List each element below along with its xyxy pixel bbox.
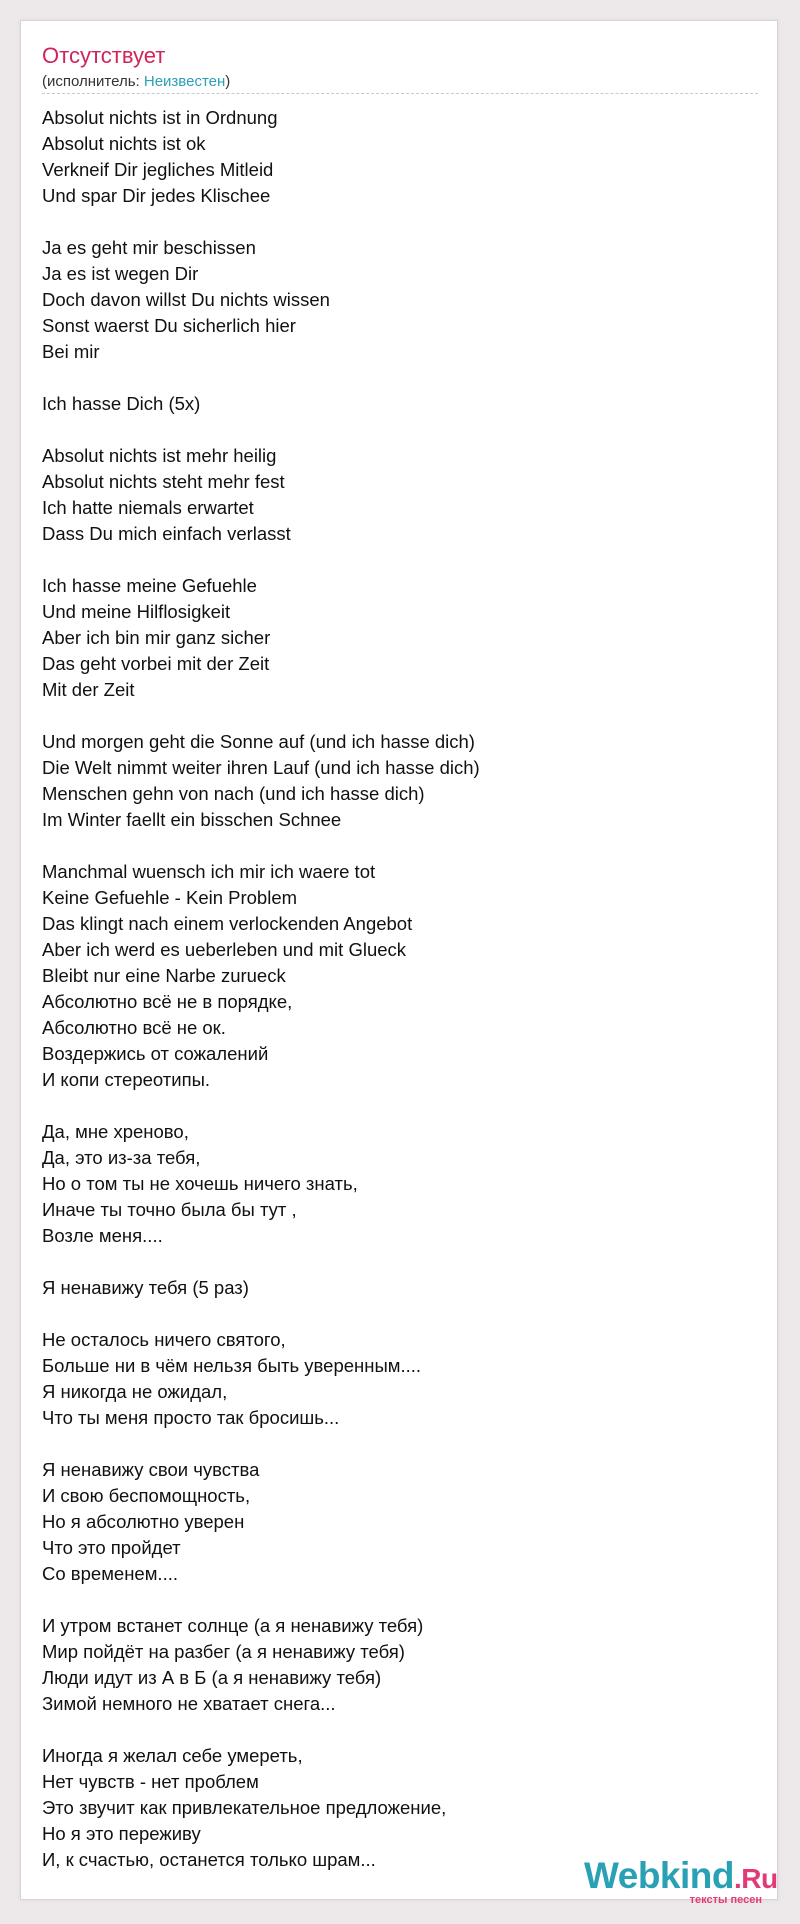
- lyric-line: Но я абсолютно уверен: [42, 1511, 245, 1532]
- lyric-line: Das geht vorbei mit der Zeit: [42, 653, 270, 674]
- lyric-line: Aber ich bin mir ganz sicher: [42, 627, 271, 648]
- lyric-line: Это звучит как привлекательное предложение,: [42, 1797, 447, 1818]
- lyric-line: Absolut nichts ist mehr heilig: [42, 445, 277, 466]
- lyric-line: Что это пройдет: [42, 1537, 181, 1558]
- artist-suffix: ): [225, 73, 231, 90]
- stanza-break: [42, 209, 758, 235]
- stanza-break: [42, 1301, 758, 1327]
- lyric-line: Иногда я желал себе умереть,: [42, 1745, 303, 1766]
- lyric-line: Больше ни в чём нельзя быть уверенным....: [42, 1355, 422, 1376]
- lyric-line: Да, это из-за тебя,: [42, 1147, 201, 1168]
- title-divider: [42, 93, 758, 94]
- logo-tld: .Ru: [734, 1863, 778, 1894]
- lyric-line: Воздержись от сожалений: [42, 1043, 269, 1064]
- lyric-line: Und meine Hilflosigkeit: [42, 601, 231, 622]
- lyric-line: И, к счастью, останется только шрам...: [42, 1849, 376, 1870]
- lyric-line: Mit der Zeit: [42, 679, 135, 700]
- lyric-line: Und spar Dir jedes Klischee: [42, 185, 271, 206]
- lyric-line: И утром встанет солнце (а я ненавижу тебя): [42, 1615, 424, 1636]
- stanza-break: [42, 1431, 758, 1457]
- lyric-line: Ja es geht mir beschissen: [42, 237, 256, 258]
- lyric-line: Menschen gehn von nach (und ich hasse dich): [42, 783, 425, 804]
- lyric-line: Bleibt nur eine Narbe zurueck: [42, 965, 286, 986]
- lyric-line: Не осталось ничего святого,: [42, 1329, 286, 1350]
- lyric-line: Мир пойдёт на разбег (а я ненавижу тебя): [42, 1641, 405, 1662]
- lyric-line: Ich hatte niemals erwartet: [42, 497, 254, 518]
- stanza-break: [42, 417, 758, 443]
- lyric-line: Со временем....: [42, 1563, 178, 1584]
- artist-link[interactable]: Неизвестен: [143, 73, 226, 90]
- lyric-line: И свою беспомощность,: [42, 1485, 251, 1506]
- lyric-line: Keine Gefuehle - Kein Problem: [42, 887, 298, 908]
- stanza-break: [42, 1249, 758, 1275]
- lyric-line: Das klingt nach einem verlockenden Angebot: [42, 913, 413, 934]
- lyric-line: Но о том ты не хочешь ничего знать,: [42, 1173, 358, 1194]
- lyric-line: Иначе ты точно была бы тут ,: [42, 1199, 297, 1220]
- stanza-break: [42, 1093, 758, 1119]
- lyric-line: Что ты меня просто так бросишь...: [42, 1407, 340, 1428]
- lyric-line: Absolut nichts steht mehr fest: [42, 471, 285, 492]
- lyrics-text: [42, 105, 758, 1873]
- lyric-line: Ja es ist wegen Dir: [42, 263, 199, 284]
- lyric-line: Bei mir: [42, 341, 100, 362]
- lyric-line: Sonst waerst Du sicherlich hier: [42, 315, 296, 336]
- webkind-logo: [584, 1855, 778, 1906]
- logo-brand: Webkind: [584, 1855, 734, 1896]
- artist-prefix: (исполнитель:: [42, 73, 144, 90]
- lyric-line: Doch davon willst Du nichts wissen: [42, 289, 330, 310]
- lyric-line: Verkneif Dir jegliches Mitleid: [42, 159, 274, 180]
- lyric-line: Und morgen geht die Sonne auf (und ich hasse dich): [42, 731, 475, 752]
- stanza-break: [42, 833, 758, 859]
- lyric-line: Ich hasse Dich (5x): [42, 393, 201, 414]
- lyric-line: И копи стереотипы.: [42, 1069, 211, 1090]
- lyric-line: Абсолютно всё не ок.: [42, 1017, 226, 1038]
- lyric-line: Die Welt nimmt weiter ihren Lauf (und ich hasse dich): [42, 757, 480, 778]
- lyrics-card: [20, 20, 778, 1906]
- lyric-line: Im Winter faellt ein bisschen Schnee: [42, 809, 342, 830]
- stanza-break: [42, 1717, 758, 1743]
- lyric-line: Да, мне хреново,: [42, 1121, 189, 1142]
- lyric-line: Зимой немного не хватает снега...: [42, 1693, 336, 1714]
- lyric-line: Ich hasse meine Gefuehle: [42, 575, 257, 596]
- lyric-line: Absolut nichts ist in Ordnung: [42, 107, 278, 128]
- artist-line: [42, 73, 230, 90]
- lyric-line: Я никогда не ожидал,: [42, 1381, 228, 1402]
- lyric-line: Но я это переживу: [42, 1823, 201, 1844]
- logo-tagline: тексты песен: [689, 1894, 762, 1906]
- lyric-line: Я ненавижу тебя (5 раз): [42, 1277, 249, 1298]
- stanza-break: [42, 365, 758, 391]
- stanza-break: [42, 547, 758, 573]
- logo-wordmark: [584, 1855, 778, 1897]
- lyric-line: Aber ich werd es ueberleben und mit Glueck: [42, 939, 407, 960]
- lyric-line: Manchmal wuensch ich mir ich waere tot: [42, 861, 376, 882]
- lyric-line: Люди идут из А в Б (а я ненавижу тебя): [42, 1667, 382, 1688]
- lyric-line: Я ненавижу свои чувства: [42, 1459, 260, 1480]
- lyric-line: Absolut nichts ist ok: [42, 133, 206, 154]
- stanza-break: [42, 703, 758, 729]
- lyric-line: Возле меня....: [42, 1225, 163, 1246]
- stanza-break: [42, 1587, 758, 1613]
- lyric-line: Нет чувств - нет проблем: [42, 1771, 259, 1792]
- song-title: Отсутствует: [42, 43, 166, 68]
- lyric-line: Dass Du mich einfach verlasst: [42, 523, 291, 544]
- lyric-line: Абсолютно всё не в порядке,: [42, 991, 293, 1012]
